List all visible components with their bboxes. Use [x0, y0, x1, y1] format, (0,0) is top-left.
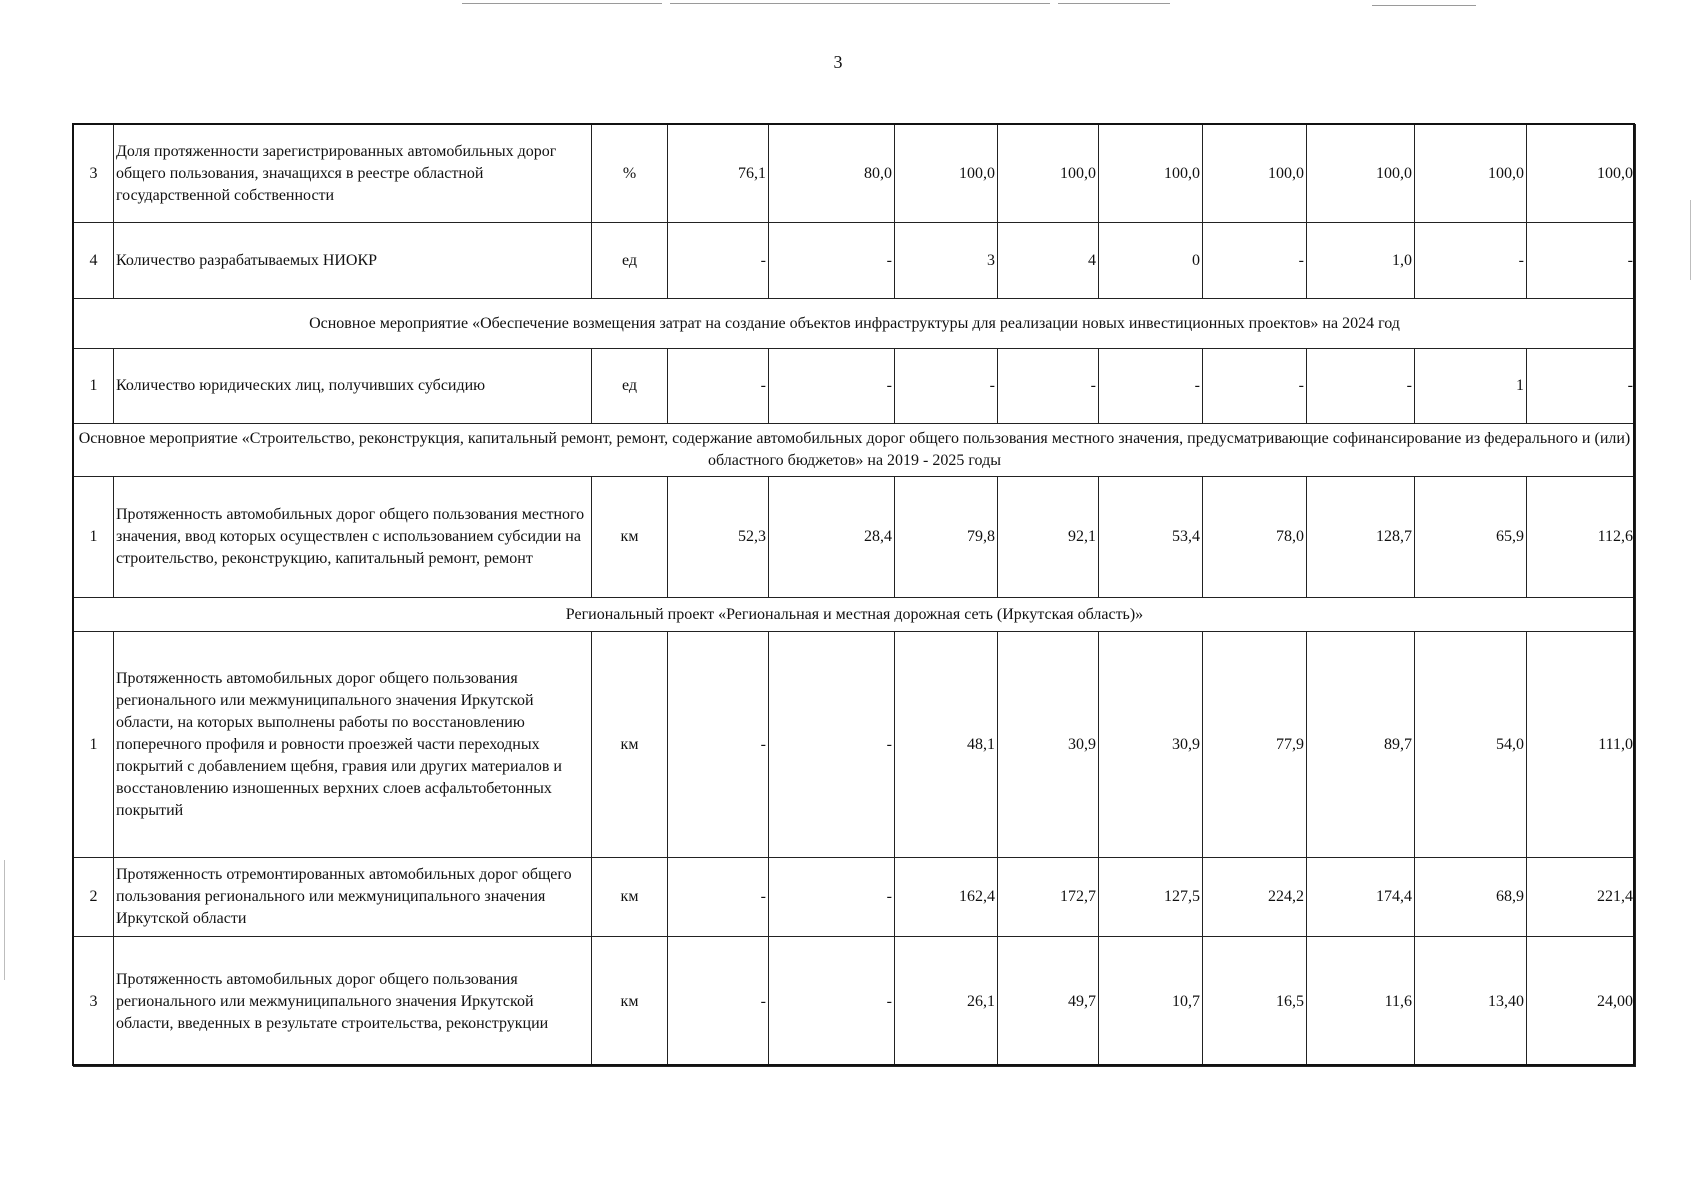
value-cell: 162,4 — [895, 858, 998, 937]
value-cell: 4 — [998, 223, 1099, 299]
row-number: 3 — [74, 125, 114, 223]
value-cell: 65,9 — [1415, 477, 1527, 598]
value-cell: 3 — [895, 223, 998, 299]
section-title: Региональный проект «Региональная и местная дорожная сеть (Иркутская область)» — [74, 598, 1636, 632]
indicator-name: Количество разрабатываемых НИОКР — [114, 223, 592, 299]
value-cell: - — [668, 937, 769, 1067]
value-cell: 76,1 — [668, 125, 769, 223]
value-cell: 172,7 — [998, 858, 1099, 937]
row-number: 3 — [74, 937, 114, 1067]
value-cell: 100,0 — [1203, 125, 1307, 223]
unit-cell: % — [592, 125, 668, 223]
unit-cell: ед — [592, 349, 668, 424]
value-cell: 10,7 — [1099, 937, 1203, 1067]
value-cell: 128,7 — [1307, 477, 1415, 598]
value-cell: 174,4 — [1307, 858, 1415, 937]
value-cell: 221,4 — [1527, 858, 1636, 937]
indicator-row — [74, 858, 1636, 937]
indicator-name: Количество юридических лиц, получивших субсидию — [114, 349, 592, 424]
value-cell: - — [769, 858, 895, 937]
value-cell: - — [1203, 223, 1307, 299]
value-cell: 30,9 — [998, 632, 1099, 858]
value-cell: 100,0 — [998, 125, 1099, 223]
unit-cell: ед — [592, 223, 668, 299]
value-cell: 111,0 — [1527, 632, 1636, 858]
row-number: 1 — [74, 349, 114, 424]
value-cell: 30,9 — [1099, 632, 1203, 858]
value-cell: 100,0 — [1527, 125, 1636, 223]
scan-line-4 — [1372, 5, 1476, 6]
value-cell: - — [668, 632, 769, 858]
value-cell: 100,0 — [895, 125, 998, 223]
value-cell: - — [1527, 223, 1636, 299]
value-cell: 16,5 — [1203, 937, 1307, 1067]
value-cell: 89,7 — [1307, 632, 1415, 858]
margin-mark-left — [4, 860, 5, 980]
section-title: Основное мероприятие «Обеспечение возмещения затрат на создание объектов инфраструктуры для реализации новых инвестиционных проектов» на 2024 год — [74, 299, 1636, 349]
value-cell: 80,0 — [769, 125, 895, 223]
value-cell: - — [668, 858, 769, 937]
value-cell: 54,0 — [1415, 632, 1527, 858]
value-cell: - — [895, 349, 998, 424]
value-cell: 24,00 — [1527, 937, 1636, 1067]
value-cell: 100,0 — [1415, 125, 1527, 223]
value-cell: - — [769, 223, 895, 299]
value-cell: 1 — [1415, 349, 1527, 424]
value-cell: 77,9 — [1203, 632, 1307, 858]
value-cell: - — [1203, 349, 1307, 424]
value-cell: 100,0 — [1307, 125, 1415, 223]
row-number: 1 — [74, 632, 114, 858]
value-cell: 112,6 — [1527, 477, 1636, 598]
indicator-row — [74, 125, 1636, 223]
unit-cell: км — [592, 632, 668, 858]
scan-line-1 — [462, 3, 662, 4]
scan-line-2 — [670, 3, 1050, 4]
section-row — [74, 424, 1636, 477]
value-cell: 53,4 — [1099, 477, 1203, 598]
value-cell: 26,1 — [895, 937, 998, 1067]
section-row — [74, 299, 1636, 349]
value-cell: 48,1 — [895, 632, 998, 858]
value-cell: - — [1307, 349, 1415, 424]
value-cell: - — [769, 937, 895, 1067]
value-cell: 78,0 — [1203, 477, 1307, 598]
value-cell: 49,7 — [998, 937, 1099, 1067]
value-cell: 1,0 — [1307, 223, 1415, 299]
page-number: 3 — [833, 52, 843, 72]
value-cell: 127,5 — [1099, 858, 1203, 937]
indicator-name: Доля протяженности зарегистрированных автомобильных дорог общего пользования, значащихся в реестре областной государственной собственности — [114, 125, 592, 223]
indicator-name: Протяженность автомобильных дорог общего пользования местного значения, ввод которых осуществлен с использованием субсидии на строительство, реконструкцию, капитальный ремонт, ремонт — [114, 477, 592, 598]
indicators-table — [73, 124, 1636, 1067]
indicator-row — [74, 632, 1636, 858]
value-cell: - — [998, 349, 1099, 424]
value-cell: - — [668, 223, 769, 299]
value-cell: - — [769, 349, 895, 424]
section-title: Основное мероприятие «Строительство, реконструкция, капитальный ремонт, ремонт, содержание автомобильных дорог общего пользования местного значения, предусматривающие софинансирование из федерального и (или) областного бюджетов» на 2019 - 2025 годы — [74, 424, 1636, 477]
row-number: 4 — [74, 223, 114, 299]
row-number: 2 — [74, 858, 114, 937]
unit-cell: км — [592, 477, 668, 598]
scan-line-3 — [1058, 3, 1170, 4]
value-cell: 0 — [1099, 223, 1203, 299]
value-cell: 11,6 — [1307, 937, 1415, 1067]
indicator-row — [74, 477, 1636, 598]
value-cell: 224,2 — [1203, 858, 1307, 937]
indicator-row — [74, 223, 1636, 299]
unit-cell: км — [592, 937, 668, 1067]
value-cell: 13,40 — [1415, 937, 1527, 1067]
value-cell: - — [1527, 349, 1636, 424]
value-cell: - — [769, 632, 895, 858]
value-cell: 68,9 — [1415, 858, 1527, 937]
indicator-name: Протяженность автомобильных дорог общего пользования регионального или межмуниципального значения Иркутской области, введенных в результате строительства, реконструкции — [114, 937, 592, 1067]
value-cell: - — [668, 349, 769, 424]
unit-cell: км — [592, 858, 668, 937]
value-cell: 100,0 — [1099, 125, 1203, 223]
indicator-row — [74, 937, 1636, 1067]
indicator-name: Протяженность автомобильных дорог общего пользования регионального или межмуниципального значения Иркутской области, на которых выполнены работы по восстановлению поперечного профиля и ровности проезжей части переходных покрытий с добавлением щебня, гравия или других материалов и восстановлению изношенных верхних слоев асфальтобетонных покрытий — [114, 632, 592, 858]
indicator-row — [74, 349, 1636, 424]
row-number: 1 — [74, 477, 114, 598]
margin-mark-right — [1690, 200, 1691, 280]
value-cell: 52,3 — [668, 477, 769, 598]
value-cell: 79,8 — [895, 477, 998, 598]
value-cell: 28,4 — [769, 477, 895, 598]
indicator-name: Протяженность отремонтированных автомобильных дорог общего пользования регионального или межмуниципального значения Иркутской области — [114, 858, 592, 937]
section-row — [74, 598, 1636, 632]
value-cell: - — [1415, 223, 1527, 299]
value-cell: - — [1099, 349, 1203, 424]
value-cell: 92,1 — [998, 477, 1099, 598]
